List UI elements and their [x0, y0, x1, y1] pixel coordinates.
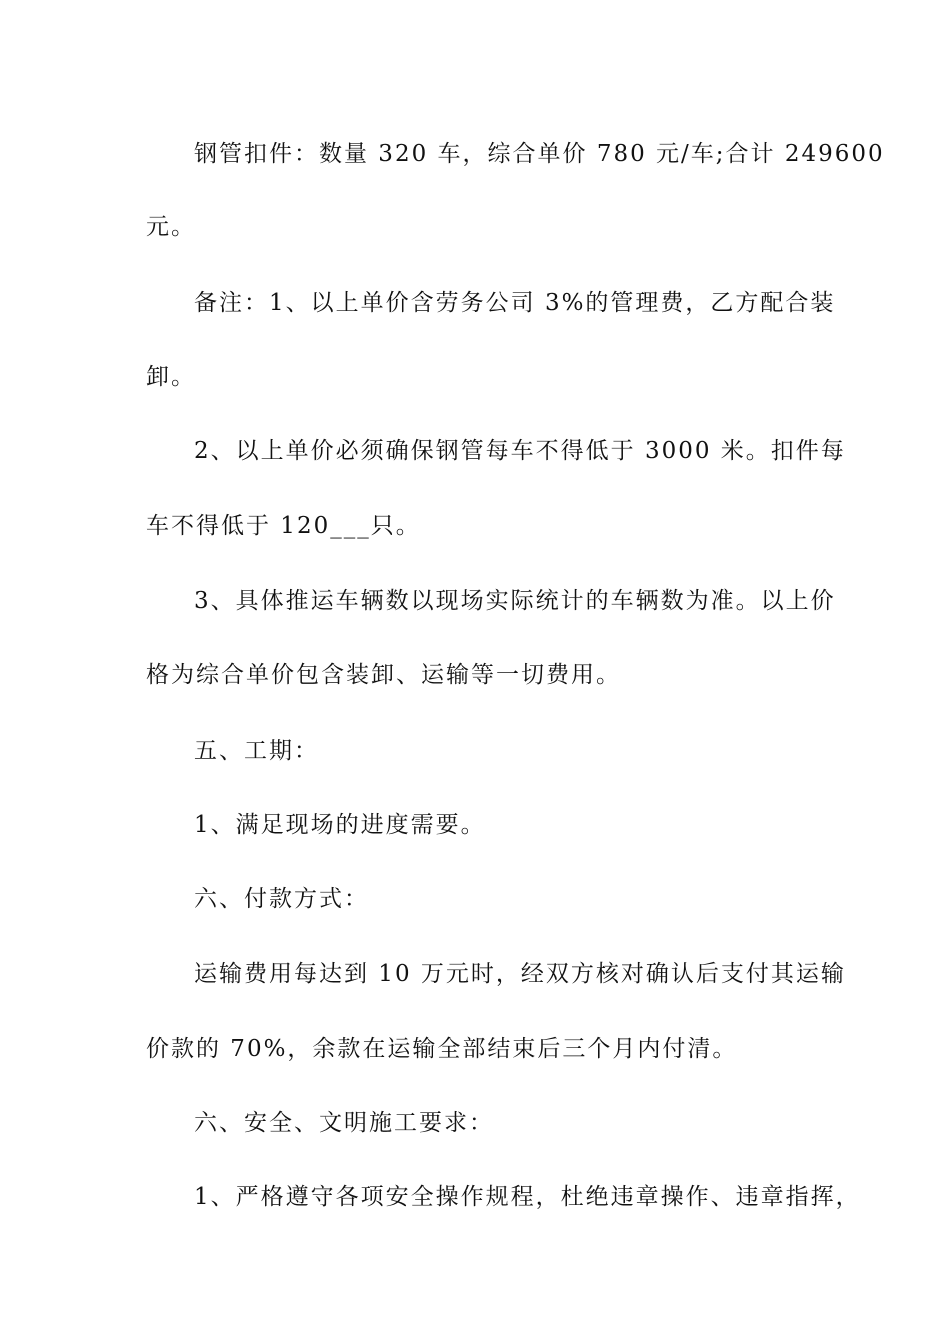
text-line: 3、具体推运车辆数以现场实际统计的车辆数为准。以上价: [194, 588, 836, 614]
text-line: 格为综合单价包含装卸、运输等一切费用。: [146, 662, 621, 688]
text-line: 价款的 70%，余款在运输全部结束后三个月内付清。: [146, 1036, 738, 1062]
section-heading: 五、工期：: [194, 738, 319, 764]
text-line: 钢管扣件：数量 320 车，综合单价 780 元/车;合计 249600: [194, 141, 885, 167]
text-line: 2、以上单价必须确保钢管每车不得低于 3000 米。扣件每: [194, 438, 846, 464]
text-line: 车不得低于 120___只。: [146, 513, 421, 539]
text-line: 卸。: [146, 364, 196, 390]
section-heading: 六、付款方式：: [194, 886, 369, 912]
text-line: 元。: [146, 214, 196, 240]
text-line: 1、满足现场的进度需要。: [194, 812, 486, 838]
text-line: 1、严格遵守各项安全操作规程，杜绝违章操作、违章指挥，: [194, 1184, 861, 1210]
text-line: 运输费用每达到 10 万元时，经双方核对确认后支付其运输: [194, 961, 846, 987]
section-heading: 六、安全、文明施工要求：: [194, 1110, 494, 1136]
text-line: 备注：1、以上单价含劳务公司 3%的管理费，乙方配合装: [194, 290, 836, 316]
